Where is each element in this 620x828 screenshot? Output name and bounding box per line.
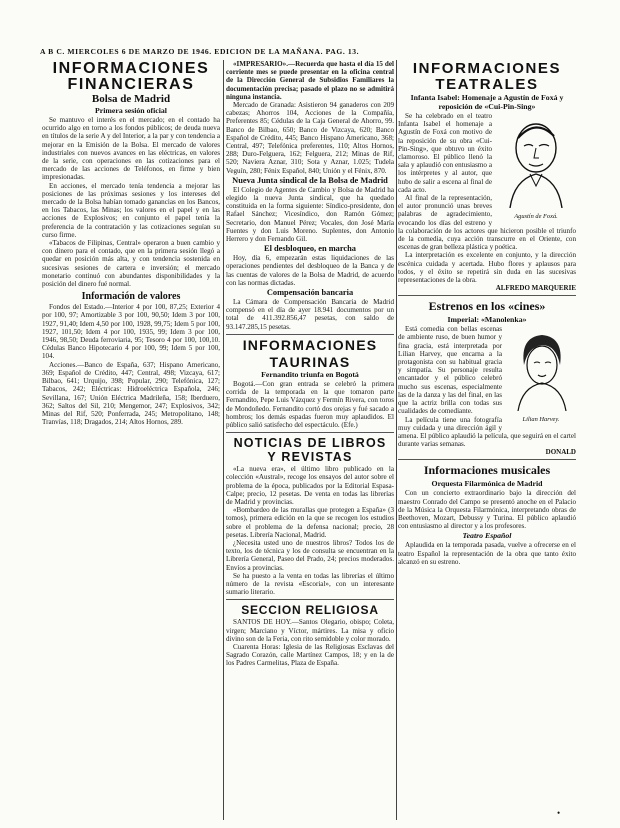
portrait-figure bbox=[506, 325, 576, 423]
article-heading: Infanta Isabel: Homenaje a Agustín de Foxá y reposición de «Cui-Pin-Sing» bbox=[410, 93, 564, 111]
article-paragraph: Bogotá.—Con gran entrada se celebró la primera corrida de la temporada en la que tomaron parte Fernandito, Pepe Luis Vázquez y Fermín Rivera, con toros de Mondoñedo. Fernandito cortó dos orejas y fué sacado a hombros; los demás espadas fueron muy aplaudidos. El público salió satisfecho del espectáculo. (Efe.) bbox=[226, 379, 394, 429]
portrait-figure bbox=[496, 112, 576, 220]
article-heading: Nueva Junta sindical de la Bolsa de Madrid bbox=[232, 175, 388, 185]
divider bbox=[398, 295, 576, 296]
portrait-caption: Lilian Harvey. bbox=[522, 416, 560, 424]
page-mark: • bbox=[557, 808, 561, 818]
music-title: Informaciones musicales bbox=[423, 463, 551, 478]
article-paragraph: Se ha puesto a la venta en todas las librerías el último número de la revista «Escorial», con un interesante sumario literario. bbox=[226, 571, 394, 597]
religious-title: SECCION RELIGIOSA bbox=[241, 603, 379, 618]
divider bbox=[226, 334, 394, 335]
bullfighting-title-line1: INFORMACIONES bbox=[242, 336, 378, 353]
section-heading: Bolsa de Madrid bbox=[91, 93, 171, 105]
bullfighting-title-line2: TAURINAS bbox=[269, 353, 351, 370]
article-paragraph: En acciones, el mercado tenía tendencia a mejorar las posiciones de las próximas sesiones y los intereses del mercado de la Bolsa habían tomado ganancias en los Bancos, en los Tabacos, las Minas; los valores en el papel y en las acciones de Explosivos; en conjunto el papel tenía la preferencia de la contratación y las cotizaciones seguían su curso firme. bbox=[42, 181, 220, 239]
divider bbox=[226, 599, 394, 600]
byline: DONALD bbox=[545, 448, 576, 457]
column-divider bbox=[223, 60, 224, 820]
subsection-heading: Información de valores bbox=[81, 291, 181, 303]
article-paragraph: Aplaudida en la temporada pasada, vuelve a ofrecerse en el teatro Español la representación de la obra que tanto éxito alcanzó en su estreno. bbox=[398, 541, 576, 566]
financial-title-line2: FINANCIERAS bbox=[67, 76, 195, 93]
running-head: A B C. MIERCOLES 6 DE MARZO DE 1946. EDICION DE LA MAÑANA. PAG. 13. bbox=[40, 47, 360, 56]
article-paragraph: Con un concierto extraordinario bajo la dirección del maestro Conrado del Campo se presentó anoche en el Palacio de la Música la Orquesta Filarmónica, interpretando obras de Beethoven, Mozart, Debussy y Turina. El público aplaudió con entusiasmo al director y a los profesores. bbox=[398, 489, 576, 531]
article-paragraph: El Colegio de Agentes de Cambio y Bolsa de Madrid ha elegido la nueva Junta sindical, que ha quedado constituida en la forma siguiente: Síndico-presidente, don Rafael Sánchez; Vicesíndico, don Ramón Gómez; Secretario, don Manuel Pérez; Vocales, don José María Fuentes y don Luis Moreno. Suplentes, don Antonio Herrero y don Fernando Gil. bbox=[226, 185, 394, 244]
article-paragraph: «La nueva era», el último libro publicado en la colección «Austral», recoge los ensayos del autor sobre el problema de la época, publicados por la Editorial Espasa-Calpe; precio, 12 pesetas. De venta en todas las librerías de Madrid y provincias. bbox=[226, 465, 394, 506]
theatre-title-line1: INFORMACIONES bbox=[412, 60, 562, 77]
article-heading: Compensación bancaria bbox=[266, 288, 354, 298]
article-paragraph: Mercado de Granada: Asistieron 94 ganaderos con 209 cabezas; Ahorros 104, Acciones de la Compañía, Preferentes 85; Cédulas de la Caja General de Ahorro, 99. Banco de Bilbao, 650; Banco de Vizcaya, 620; Banco Español de Crédito, 445; Banco Hispano Americano, 368; Central, 497; Telefónica preferentes, 110; Altos Hornos, 288; Duro-Felguera, 162; Felguera, 212; Minas de Rif, 520; Naviera Aznar, 310; Sota y Aznar, 1.025; Tudela Veguín, 280; Fénix Español, 840; Unión y el Fénix, 870. bbox=[226, 101, 394, 175]
article-paragraph: «Tabacos de Filipinas, Central» operaron a buen cambio y con dinero para el contado, que en la primera sesión llegó a quedar en posición más alta, y con tendencia sostenida en sucesivas sesiones de cartera e inversión; el mercado monetario continuó con abundantes disponibilidades y la posición del dinero fué normal. bbox=[42, 239, 220, 289]
session-heading: Primera sesión oficial bbox=[95, 106, 167, 115]
books-title-line2: Y REVISTAS bbox=[267, 450, 353, 465]
article-paragraph: Fondos del Estado.—Interior 4 por 100, 87,25; Exterior 4 por 100, 97; Amortizable 3 por 100, 90,50; Idem 3 por 100, 1927, 91,40; Idem 4,50 por 100, 1928, 99,75; Idem 5 por 100, 1927, 101,50; Idem 4 por 100, 1935, 99; Idem 3 por 100, 1946, 98,50; Deuda ferroviaria, 95; Tesoro 4 por 100, 100,10. Cédulas Banco Hipotecario 4 por 100, 99; Idem 5 por 100, 104. bbox=[42, 303, 220, 361]
article-paragraph: Acciones.—Banco de España, 637; Hispano Americano, 369; Español de Crédito, 447; Central, 498; Vizcaya, 617; Bilbao, 641; Urquijo, 398; Popular, 290; Telefónica, 127; Tabacos, 242; Eléctricas: Hidroeléctrica Española, 246; Sevillana, 167; Unión Eléctrica Madrileña, 158; Iberduero, 362; Saltos del Sil, 210; Mengemor, 247; Explosivos, 342; Minas del Rif, 520; Ponferrada, 245; Metropolitano, 148; Tranvías, 118; Dragados, 214; Altos Hornos, 289. bbox=[42, 360, 220, 427]
portrait-sketch bbox=[496, 112, 576, 208]
article-paragraph: Cuarenta Horas: Iglesia de las Religiosas Esclavas del Sagrado Corazón, calle Martínez Campos, 18; y en la de los Padres Carmelitas, Plaza de España. bbox=[226, 642, 394, 668]
cinema-title: Estrenos en los «cines» bbox=[428, 299, 546, 314]
article-heading: Fernandito triunfa en Bogotá bbox=[261, 369, 359, 379]
article-paragraph: ¿Necesita usted uno de nuestros libros? Todos los de texto, los de técnica y los de consulta se encuentran en la Librería General, Paseo del Prado, 24; precios moderados. Envíos a provincias. bbox=[226, 538, 394, 572]
article-paragraph: Se ha celebrado en el teatro Infanta Isabel el homenaje a Agustín de Foxá con motivo de la reposición de su obra «Cui-Pin-Sing», que obtuvo un éxito clamoroso. El público llenó la sala y aplaudió con entusiasmo a los intérpretes y al autor, que hubo de salir a escena al final de cada acto. bbox=[398, 112, 492, 194]
byline: ALFREDO MARQUERIE bbox=[495, 284, 576, 293]
article-paragraph: La interpretación es excelente en conjunto, y la dirección escénica cuidada y acertada. Hubo flores y aplausos para todos, y el éxito se repetirá sin duda en las sucesivas representaciones de la obra. bbox=[398, 251, 576, 285]
article-paragraph: La película tiene una fotografía muy cuidada y una dirección ágil y amena. El público aplaudió la película, que seguirá en el cartel durante varias semanas. bbox=[398, 415, 576, 449]
column-middle bbox=[226, 60, 394, 822]
column-entertainment bbox=[398, 60, 576, 822]
article-heading: Teatro Español bbox=[462, 531, 512, 541]
article-paragraph: Al final de la representación, el autor pronunció unas breves palabras de agradecimiento, evocando los días del estreno y la colaboración de los actores que hicieron posible el triunfo de la comedia, cuya acción transcurre en el Oriente, con escenas de gran belleza plástica y poética. bbox=[398, 194, 576, 252]
divider bbox=[226, 432, 394, 433]
article-paragraph: Está comedia con bellas escenas de ambiente ruso, de buen humor y fina gracia, está interpretada por Lilian Harvey, que encarna a la protagonista con su habitual gracia y simpatía. Su personaje resulta encantador y el público celebró mucho sus escenas, especialmente las de la danza y las del final, en las que la actriz brilla con todas sus cualidades de comediante. bbox=[398, 325, 502, 416]
article-paragraph: «Bombardeo de las murallas que protegen a España» (3 tomos), primera edición en la que se recogen los estudios sobre el problema de la defensa nacional; precio, 28 pesetas. Librería Nacional, Madrid. bbox=[226, 506, 394, 539]
article-heading: Orquesta Filarmónica de Madrid bbox=[431, 479, 543, 489]
article-paragraph: La Cámara de Compensación Bancaria de Madrid compensó en el día de ayer 18.941 documentos por un total de 411.392.856,47 pesetas, con saldo de 93.147.285,15 pesetas. bbox=[226, 298, 394, 331]
books-title-line1: NOTICIAS DE LIBROS bbox=[233, 436, 387, 451]
theatre-title-line2: TEATRALES bbox=[435, 76, 539, 93]
article-heading: Imperial: «Manolenka» bbox=[447, 315, 527, 325]
notice-paragraph: «IMPRESARIO».—Recuerda que hasta el día 15 del corriente mes se puede presentar en la oficina central de la Dirección General de Subsidios Familiares la documentación precisa; pasado el plazo no se admitirá ninguna instancia. bbox=[226, 60, 394, 101]
column-divider bbox=[396, 60, 397, 820]
article-paragraph: Hoy, día 6, empezarán estas liquidaciones de las operaciones pendientes del desbloqueo de la Banca y de las cuentas de valores de la Bolsa de Madrid, de acuerdo con las normas dictadas. bbox=[226, 254, 394, 287]
divider bbox=[398, 459, 576, 460]
portrait-caption: Agustín de Foxá. bbox=[514, 213, 558, 220]
article-paragraph: SANTOS DE HOY.—Santos Olegario, obispo; Coleta, virgen; Marciano y Víctor, mártires. La misa y oficio divino son de la Feria, con rito semidoble y color morado. bbox=[226, 618, 394, 643]
column-financial bbox=[42, 60, 220, 822]
actress-sketch bbox=[506, 325, 576, 411]
financial-title-line1: INFORMACIONES bbox=[52, 60, 210, 77]
article-heading: El desbloqueo, en marcha bbox=[264, 244, 356, 254]
article-paragraph: Se mantuvo el interés en el mercado; en el contado ha ocurrido algo en torno a los fondos públicos; de deuda nueva en títulos de la serie A y del Interior, a la par y con tendencia a mejorar en la Emisión de la Bolsa. El mercado de valores industriales con nuevos avances en las eléctricas, en valores de la serie, con operaciones en las cotizaciones para el mercado de las acciones de Teléfonos, en firme y bien impresionadas. bbox=[42, 116, 220, 182]
